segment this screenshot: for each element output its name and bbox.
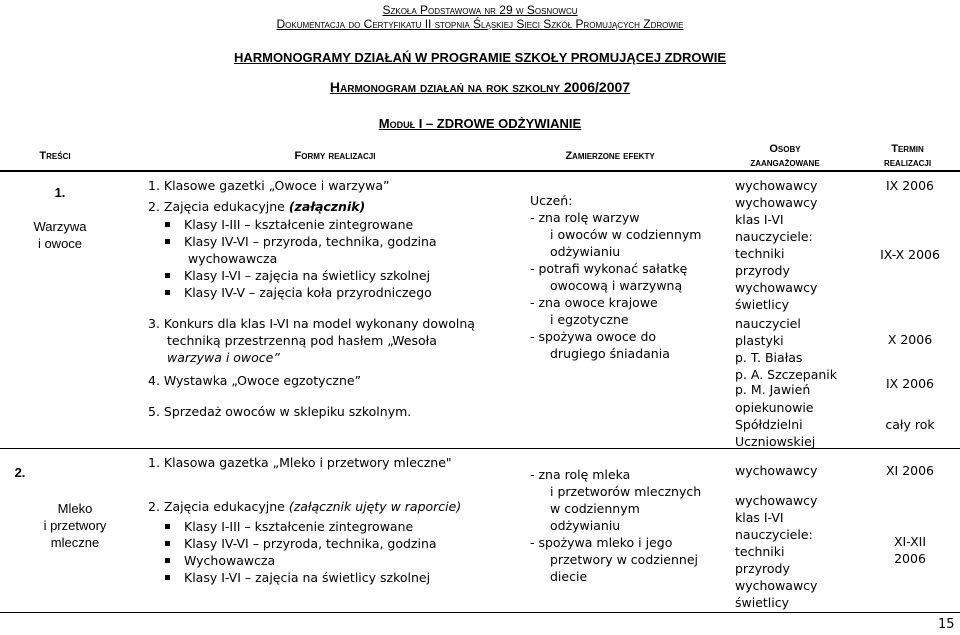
page-number: 15 — [938, 617, 955, 632]
s1-item1-person: wychowawcy — [735, 178, 818, 193]
s1-item3-term: X 2006 — [887, 332, 933, 347]
s2-bullet-2: Klasy IV-VI – przyroda, technika, godzina — [165, 535, 437, 552]
s2-bullet-1: Klasy I-III – kształcenie zintegrowane — [165, 518, 413, 535]
section1-label-1: Warzywa — [33, 219, 87, 234]
s1-bullet-2: Klasy IV-VI – przyroda, technika, godzina — [165, 233, 437, 250]
s2-bullet-3: Wychowawcza — [165, 552, 275, 569]
col-efekty: Zamierzone efekty — [565, 150, 655, 162]
s1-item4: 4. Wystawka „Owoce egzotyczne” — [148, 373, 362, 388]
s1-item5-persons: opiekunowie Spółdzielni Uczniowskiej — [735, 400, 816, 449]
col-formy: Formy realizacji — [294, 150, 376, 162]
col-termin-2: realizacji — [883, 157, 932, 169]
s1-item3-persons: nauczyciel plastyki p. T. Białas — [735, 316, 803, 365]
school-name: Szkoła Podstawowa nr 29 w Sosnowcu — [382, 3, 578, 17]
col-osoby-1: Osoby — [769, 143, 801, 155]
s2-item1-term: XI 2006 — [885, 463, 935, 478]
s2-item2-term-1: XI-XII — [893, 534, 927, 549]
section-rule — [0, 448, 960, 449]
module-title: Moduł I – ZDROWE ODŻYWIANIE — [378, 116, 582, 131]
header-rule — [0, 170, 960, 172]
section1-number: 1. — [54, 185, 66, 200]
year-title: Harmonogram działań na rok szkolny 2006/2007 — [329, 79, 631, 95]
s1-item3-2: techniką przestrzenną pod hasłem „Wesoła — [167, 333, 437, 348]
s1-item2-term: IX-X 2006 — [880, 247, 940, 262]
section1-label-2: i owoce — [37, 236, 83, 251]
s2-bullet-4: Klasy I-VI – zajęcia na świetlicy szkolnej — [165, 569, 430, 586]
s1-item2-head: 2. Zajęcia edukacyjne (załącznik) — [148, 199, 366, 214]
s1-bullet-2b: wychowawcza — [188, 251, 278, 266]
main-title: HARMONOGRAMY DZIAŁAŃ W PROGRAMIE SZKOŁY PROMUJĄCEJ ZDROWIE — [233, 50, 727, 65]
s1-item3-1: 3. Konkurs dla klas I-VI na model wykonany dowolną — [148, 316, 475, 331]
section2-number: 2. — [14, 465, 26, 480]
s1-item1-term: IX 2006 — [885, 178, 935, 193]
section2-label-1: Mleko — [57, 501, 93, 516]
s2-effects: - zna rolę mleka i przetworów mlecznych w codziennym odżywianiu - spożywa mleko i jego przetwory w codziennej diecie — [530, 467, 702, 584]
s2-item2-head: 2. Zajęcia edukacyjne (załącznik ujęty w raporcie) — [148, 499, 462, 514]
s1-item4-term: IX 2006 — [885, 376, 935, 391]
s1-item1: 1. Klasowe gazetki „Owoce i warzywa” — [148, 178, 390, 193]
s1-item5-term: cały rok — [885, 417, 935, 432]
s1-bullet-4: Klasy IV-V – zajęcia koła przyrodniczego — [165, 284, 432, 301]
doc-subtitle: Dokumentacja do Certyfikatu II stopnia Śląskiej Sieci Szkół Promujących Zdrowie — [276, 17, 684, 31]
bottom-rule — [0, 612, 960, 613]
s1-item3-3: warzywa i owoce” — [167, 350, 280, 365]
s1-bullet-3: Klasy I-VI – zajęcia na świetlicy szkolnej — [165, 267, 430, 284]
section2-label-3: mleczne — [50, 535, 100, 550]
s1-item5: 5. Sprzedaż owoców w sklepiku szkolnym. — [148, 404, 412, 419]
s2-item2-term-2: 2006 — [894, 551, 926, 566]
col-termin-1: Termin — [891, 143, 924, 155]
s1-bullet-1: Klasy I-III – kształcenie zintegrowane — [165, 216, 413, 233]
s1-item4-persons: p. A. Szczepanik p. M. Jawień — [735, 367, 838, 397]
s1-item2-persons: wychowawcy klas I-VI nauczyciele: techniki przyrody wychowawcy świetlicy — [735, 195, 818, 312]
s2-item1: 1. Klasowa gazetka „Mleko i przetwory mleczne" — [148, 455, 452, 470]
col-tresci: Treści — [39, 150, 71, 162]
s1-effects: Uczeń: - zna rolę warzyw i owoców w codziennym odżywianiu - potrafi wykonać sałatkę owocową i warzywną - zna owoce krajowe i egzotyczne - spożywa owoce do drugiego śniadania — [530, 193, 702, 361]
s2-item1-person: wychowawcy — [735, 463, 818, 478]
col-osoby-2: zaangażowane — [750, 157, 820, 169]
section2-label-2: i przetwory — [43, 518, 107, 533]
s2-item2-persons: wychowawcy klas I-VI nauczyciele: techniki przyrody wychowawcy świetlicy — [735, 493, 818, 610]
